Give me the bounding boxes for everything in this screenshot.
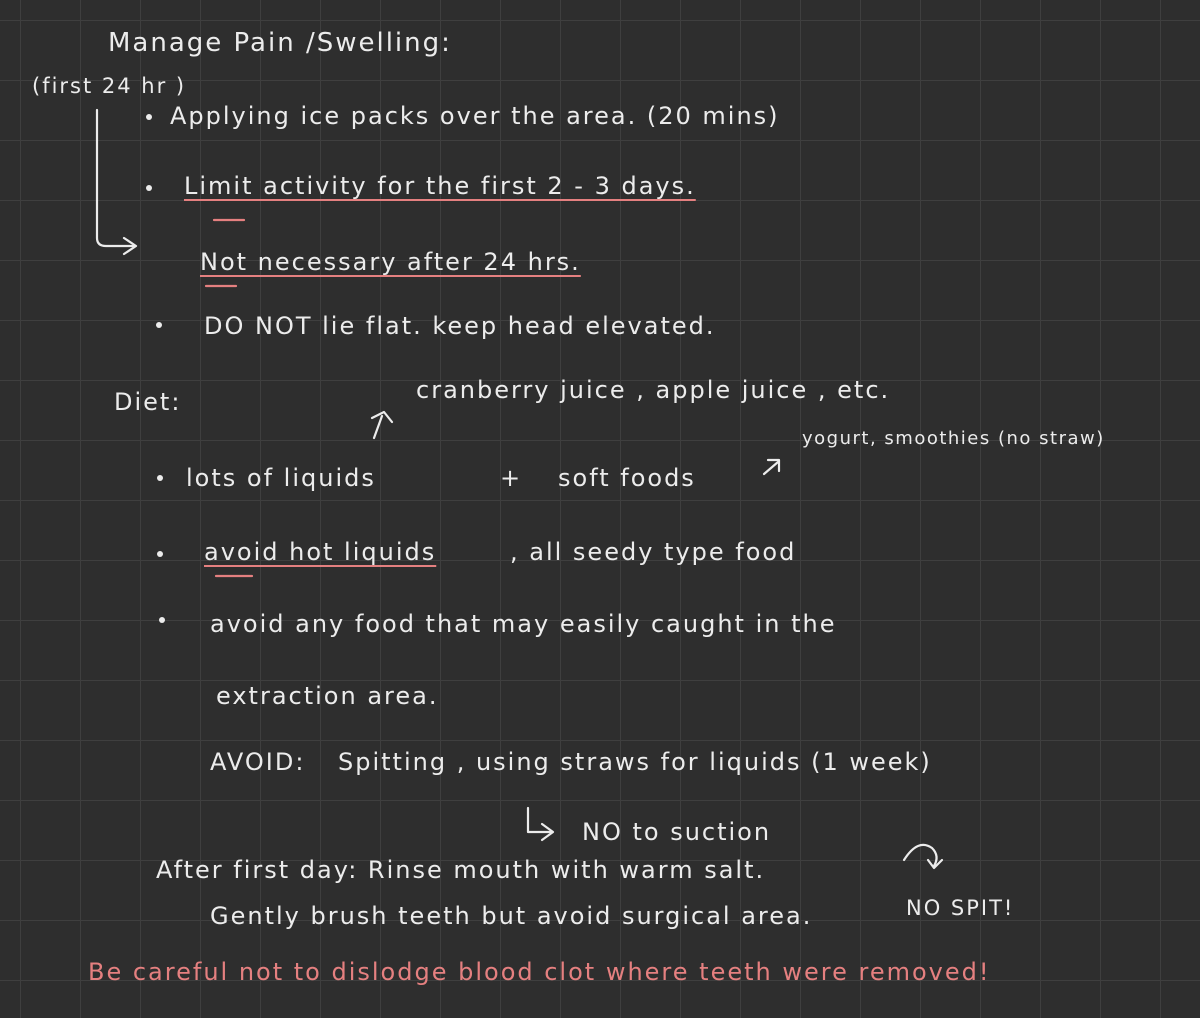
juice-note: cranberry juice , apple juice , etc. [416,376,891,404]
diet-seedy: , all seedy type food [510,538,797,566]
diet-soft-foods: soft foods [558,464,696,492]
pain-item-ice: Applying ice packs over the area. (20 mins) [170,102,780,130]
soft-food-note: yogurt, smoothies (no straw) [802,428,1105,449]
diet-liquids: lots of liquids [186,464,376,492]
pain-time-note: (first 24 hr ) [32,74,187,98]
warning-note: Be careful not to dislodge blood clot where teeth were removed! [88,958,991,986]
diet-heading: Diet: [114,388,182,416]
diet-avoid-food-line2: extraction area. [216,682,439,710]
arrow-up-right-icon [764,462,778,474]
pain-heading: Manage Pain /Swelling: [108,28,452,58]
pain-item-head-elevated: DO NOT lie flat. keep head elevated. [204,312,716,340]
brush-note: Gently brush teeth but avoid surgical area. [210,902,813,930]
after-first-day: After first day: Rinse mouth with warm salt. [156,856,766,884]
limit-underlined: Limit activity for the first 2 - 3 days. [184,172,696,200]
bracket-arrow [97,110,134,246]
avoid-label: AVOID: [210,748,306,776]
suction-note: NO to suction [582,818,772,846]
not-underlined: Not necessary after 24 hrs. [200,248,581,276]
no-spit-note: NO SPIT! [906,896,1015,920]
avoid-hot-underlined: avoid hot liquids [204,538,437,566]
arrow-up-icon [374,416,382,438]
diet-avoid-food-line1: avoid any food that may easily caught in the [210,610,837,638]
diet-plus: + [500,464,523,492]
curved-arrow-icon [904,845,937,866]
avoid-text: Spitting , using straws for liquids (1 week) [338,748,932,776]
